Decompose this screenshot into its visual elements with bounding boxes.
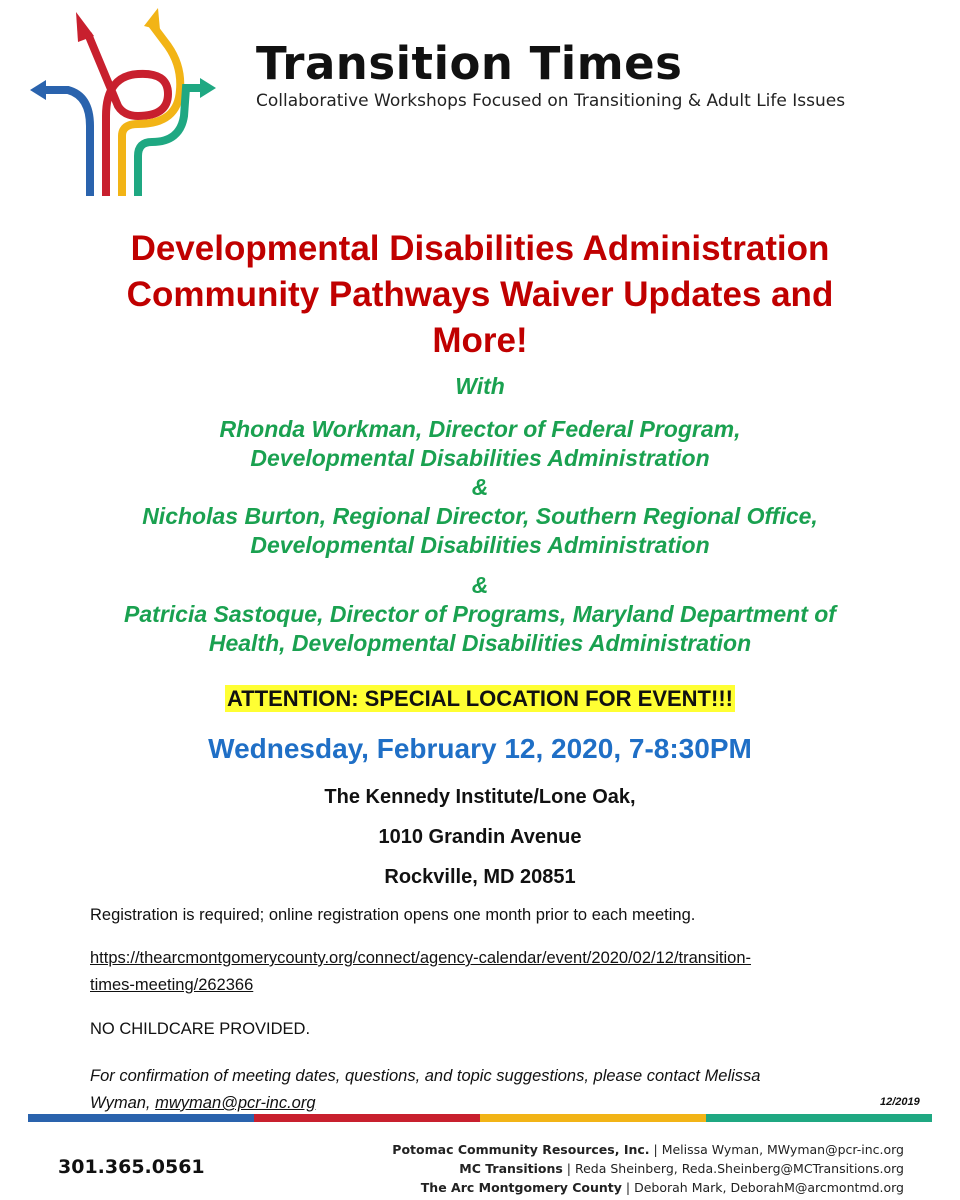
speaker-1-line-1: Rhonda Workman, Director of Federal Program, xyxy=(219,416,741,442)
transition-arrows-logo-icon xyxy=(28,6,218,196)
contact-email-link[interactable]: mwyman@pcr-inc.org xyxy=(155,1094,316,1112)
speaker-3-line-1: Patricia Sastoque, Director of Programs, Maryland Department of xyxy=(124,601,836,627)
contact-line-2 xyxy=(90,1090,880,1117)
sponsor-contact: | Reda Sheinberg, Reda.Sheinberg@MCTransitions.org xyxy=(562,1161,904,1176)
speaker-2-line-1: Nicholas Burton, Regional Director, Southern Regional Office, xyxy=(142,503,818,529)
headline-line-1: Developmental Disabilities Administration xyxy=(130,229,830,268)
speaker-2-line-2: Developmental Disabilities Administration xyxy=(250,532,710,558)
venue-street: 1010 Grandin Avenue xyxy=(378,826,582,848)
sponsor-row xyxy=(392,1159,904,1178)
color-divider-bar xyxy=(28,1114,932,1122)
registration-url-line-1[interactable]: https://thearcmontgomerycounty.org/connect/agency-calendar/event/2020/02/12/transition- xyxy=(90,949,751,967)
ampersand-2: & xyxy=(471,572,489,598)
divider-teal xyxy=(706,1114,932,1122)
contact-name: Wyman, xyxy=(90,1094,151,1112)
divider-yellow xyxy=(480,1114,706,1122)
sponsor-contact: | Deborah Mark, DeborahM@arcmontmd.org xyxy=(621,1180,904,1195)
headline-line-2: Community Pathways Waiver Updates and xyxy=(126,275,834,314)
sponsor-org: Potomac Community Resources, Inc. xyxy=(392,1142,650,1157)
phone-number: 301.365.0561 xyxy=(58,1156,205,1178)
contact-note xyxy=(90,1063,880,1117)
sponsor-list xyxy=(392,1140,904,1197)
registration-url-line-2[interactable]: times-meeting/262366 xyxy=(90,976,254,994)
speaker-3 xyxy=(40,571,920,658)
sponsor-row xyxy=(392,1140,904,1159)
contact-line-1: For confirmation of meeting dates, questions, and topic suggestions, please contact Melissa xyxy=(90,1067,761,1085)
with-label: With xyxy=(455,373,505,399)
sponsor-contact: | Melissa Wyman, MWyman@pcr-inc.org xyxy=(649,1142,904,1157)
headline-line-3: More! xyxy=(432,321,528,360)
brand-title: Transition Times xyxy=(256,37,683,90)
sponsor-org: MC Transitions xyxy=(459,1161,563,1176)
divider-blue xyxy=(28,1114,254,1122)
brand-subtitle: Collaborative Workshops Focused on Transitioning & Adult Life Issues xyxy=(256,91,846,111)
divider-red xyxy=(254,1114,480,1122)
venue-name: The Kennedy Institute/Lone Oak, xyxy=(324,786,636,808)
sponsor-row xyxy=(392,1178,904,1197)
speaker-3-line-2: Health, Developmental Disabilities Administration xyxy=(208,630,752,656)
event-date: Wednesday, February 12, 2020, 7-8:30PM xyxy=(208,733,752,764)
venue-city: Rockville, MD 20851 xyxy=(384,866,576,888)
event-headline xyxy=(60,226,900,364)
childcare-note: NO CHILDCARE PROVIDED. xyxy=(90,1020,311,1038)
registration-note: Registration is required; online registration opens one month prior to each meeting. xyxy=(90,906,696,924)
ampersand-1: & xyxy=(471,474,489,500)
sponsor-org: The Arc Montgomery County xyxy=(420,1180,622,1195)
speaker-1 xyxy=(40,415,920,560)
attention-banner xyxy=(0,686,960,712)
revision-date: 12/2019 xyxy=(880,1096,920,1108)
attention-text: ATTENTION: SPECIAL LOCATION FOR EVENT!!! xyxy=(227,686,733,711)
brand-header xyxy=(256,38,845,111)
speaker-1-line-2: Developmental Disabilities Administration xyxy=(250,445,710,471)
registration-link[interactable] xyxy=(90,945,880,999)
